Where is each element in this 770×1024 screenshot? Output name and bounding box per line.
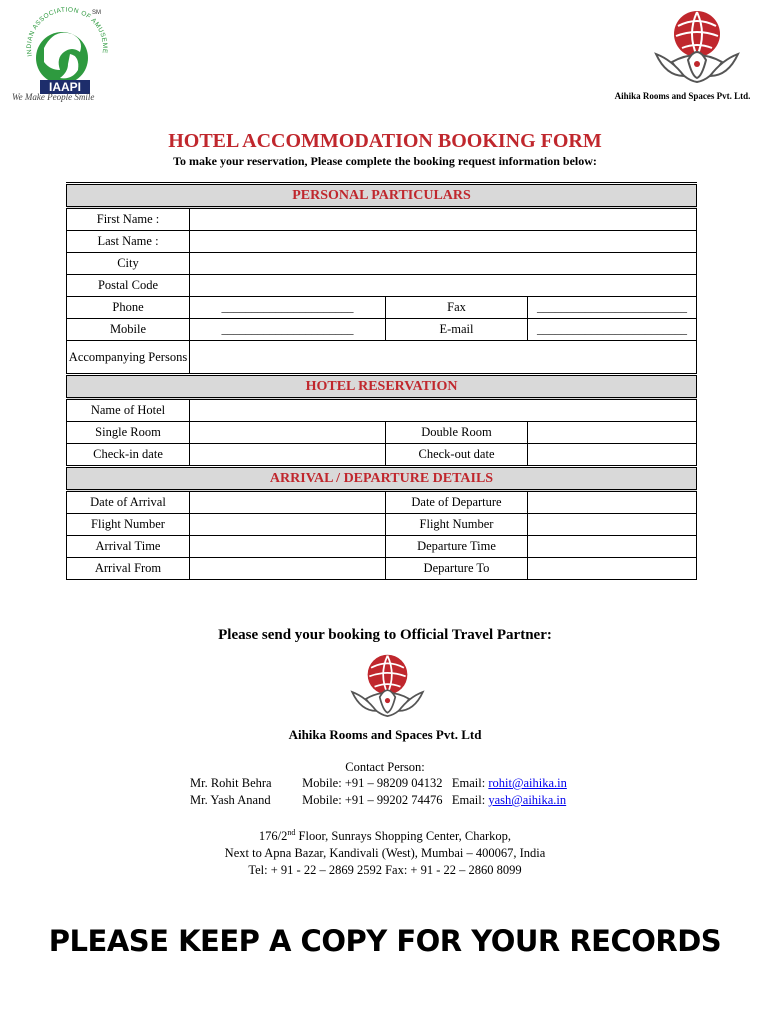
arrival-flight-label: Flight Number [67,514,190,536]
mobile-label: Mobile [67,319,190,341]
section-personal-particulars: PERSONAL PARTICULARS [67,184,697,208]
contact-email-label: Email: [451,793,486,807]
contact-email-label: Email: [451,776,486,790]
form-subtitle: To make your reservation, Please complete the booking request information below: [173,154,597,168]
booking-form-table [66,182,697,580]
checkin-field[interactable] [190,444,386,467]
aihika-lotus-globe-icon [642,4,752,88]
keep-copy-notice: PLEASE KEEP A COPY FOR YOUR RECORDS [48,924,722,958]
checkin-label: Check-in date [67,444,190,467]
contact-name: Mr. Yash Anand [190,793,271,807]
iaapi-emblem-icon [10,6,125,98]
contact-email-link[interactable]: rohit@aihika.in [488,776,567,790]
iaapi-ring-text: INDIAN ASSOCIATION OF AMUSEME [25,6,109,58]
address-line-2: Next to Apna Bazar, Kandivali (West), Mumbai – 400067, India [224,846,546,861]
fax-label: Fax [386,297,528,319]
postal-code-label: Postal Code [67,275,190,297]
contact-person-label: Contact Person: [345,760,425,774]
send-booking-heading: Please send your booking to Official Travel Partner: [218,627,552,643]
email-field[interactable]: _________________________ [528,319,697,341]
arrival-flight-field[interactable] [190,514,386,536]
arrival-from-field[interactable] [190,558,386,580]
hotel-name-field[interactable] [190,399,697,422]
fax-field[interactable]: _________________________ [528,297,697,319]
hotel-name-label: Name of Hotel [67,399,190,422]
contact-email-link[interactable]: yash@aihika.in [488,793,567,807]
date-of-departure-field[interactable] [528,491,697,514]
address-line-1: 176/2nd Floor, Sunrays Shopping Center, Charkop, [258,828,512,844]
arrival-time-label: Arrival Time [67,536,190,558]
contact-name: Mr. Rohit Behra [190,776,272,790]
phone-label: Phone [67,297,190,319]
city-field[interactable] [190,253,697,275]
contact-mobile: Mobile: +91 – 99202 74476 [302,793,443,807]
iaapi-brand: IAAPI [48,80,82,94]
aihika-logo-top [600,4,765,104]
double-room-field[interactable] [528,422,697,444]
phone-field[interactable]: ______________________ [190,297,386,319]
departure-time-label: Departure Time [386,536,528,558]
mobile-field[interactable]: ______________________ [190,319,386,341]
accompanying-persons-label: Accompanying Persons [67,341,190,375]
arrival-time-field[interactable] [190,536,386,558]
checkout-label: Check-out date [386,444,528,467]
last-name-field[interactable] [190,231,697,253]
last-name-label: Last Name : [67,231,190,253]
departure-time-field[interactable] [528,536,697,558]
aihika-company-name: Aihika Rooms and Spaces Pvt. Ltd. [614,91,751,101]
date-of-departure-label: Date of Departure [386,491,528,514]
contact-list [190,775,567,809]
city-label: City [67,253,190,275]
form-title: HOTEL ACCOMMODATION BOOKING FORM [168,130,602,152]
checkout-field[interactable] [528,444,697,467]
contact-mobile: Mobile: +91 – 98209 04132 [302,776,443,790]
departure-flight-field[interactable] [528,514,697,536]
first-name-field[interactable] [190,208,697,231]
arrival-from-label: Arrival From [67,558,190,580]
postal-code-field[interactable] [190,275,697,297]
section-hotel-reservation: HOTEL RESERVATION [67,375,697,399]
aihika-logo-footer [340,645,435,725]
contact-row [190,792,567,809]
double-room-label: Double Room [386,422,528,444]
address-block [0,824,770,879]
iaapi-logo [10,6,125,106]
accompanying-persons-field[interactable] [190,341,697,375]
first-name-label: First Name : [67,208,190,231]
aihika-lotus-globe-icon [340,645,435,725]
travel-partner-company: Aihika Rooms and Spaces Pvt. Ltd [288,727,482,742]
date-of-arrival-field[interactable] [190,491,386,514]
single-room-label: Single Room [67,422,190,444]
address-line-3: Tel: + 91 - 22 – 2869 2592 Fax: + 91 - 22 – 2860 8099 [248,863,522,878]
departure-to-label: Departure To [386,558,528,580]
iaapi-tagline: We Make People Smile [12,92,95,102]
email-label: E-mail [386,319,528,341]
single-room-field[interactable] [190,422,386,444]
date-of-arrival-label: Date of Arrival [67,491,190,514]
departure-to-field[interactable] [528,558,697,580]
section-arrival-departure: ARRIVAL / DEPARTURE DETAILS [67,467,697,491]
iaapi-sm-mark: SM [92,10,101,16]
departure-flight-label: Flight Number [386,514,528,536]
contact-row [190,775,567,792]
